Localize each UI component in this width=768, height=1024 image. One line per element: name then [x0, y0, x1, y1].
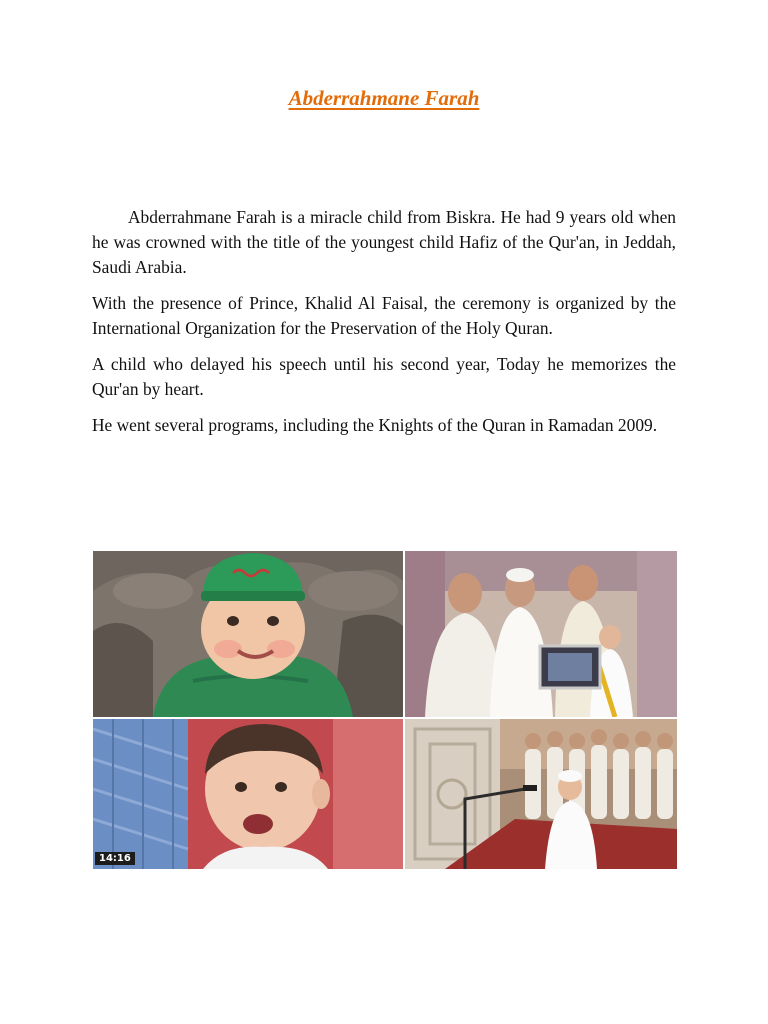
baby-in-green-cap-photo [93, 551, 403, 717]
award-ceremony-photo [405, 551, 677, 717]
paragraph-1: Abderrahmane Farah is a miracle child from Biskra. He had 9 years old when he was crowned with the title of the youngest child Hafiz of the Qur'an, in Jeddah, Saudi Arabia. [92, 207, 676, 277]
page-title: Abderrahmane Farah [288, 86, 480, 110]
video-timestamp: 14:16 [95, 852, 135, 865]
article-body [92, 205, 676, 449]
recitation-in-mosque-photo [405, 719, 677, 869]
paragraph-4: He went several programs, including the Knights of the Quran in Ramadan 2009. [92, 415, 658, 435]
paragraph-2: With the presence of Prince, Khalid Al Faisal, the ceremony is organized by the International Organization for the Preservation of the Holy Quran. [92, 293, 676, 338]
photo-collage [93, 551, 677, 869]
talking-toddler-photo [93, 719, 403, 869]
paragraph-3: A child who delayed his speech until his second year, Today he memorizes the Qur'an by heart. [92, 354, 676, 399]
